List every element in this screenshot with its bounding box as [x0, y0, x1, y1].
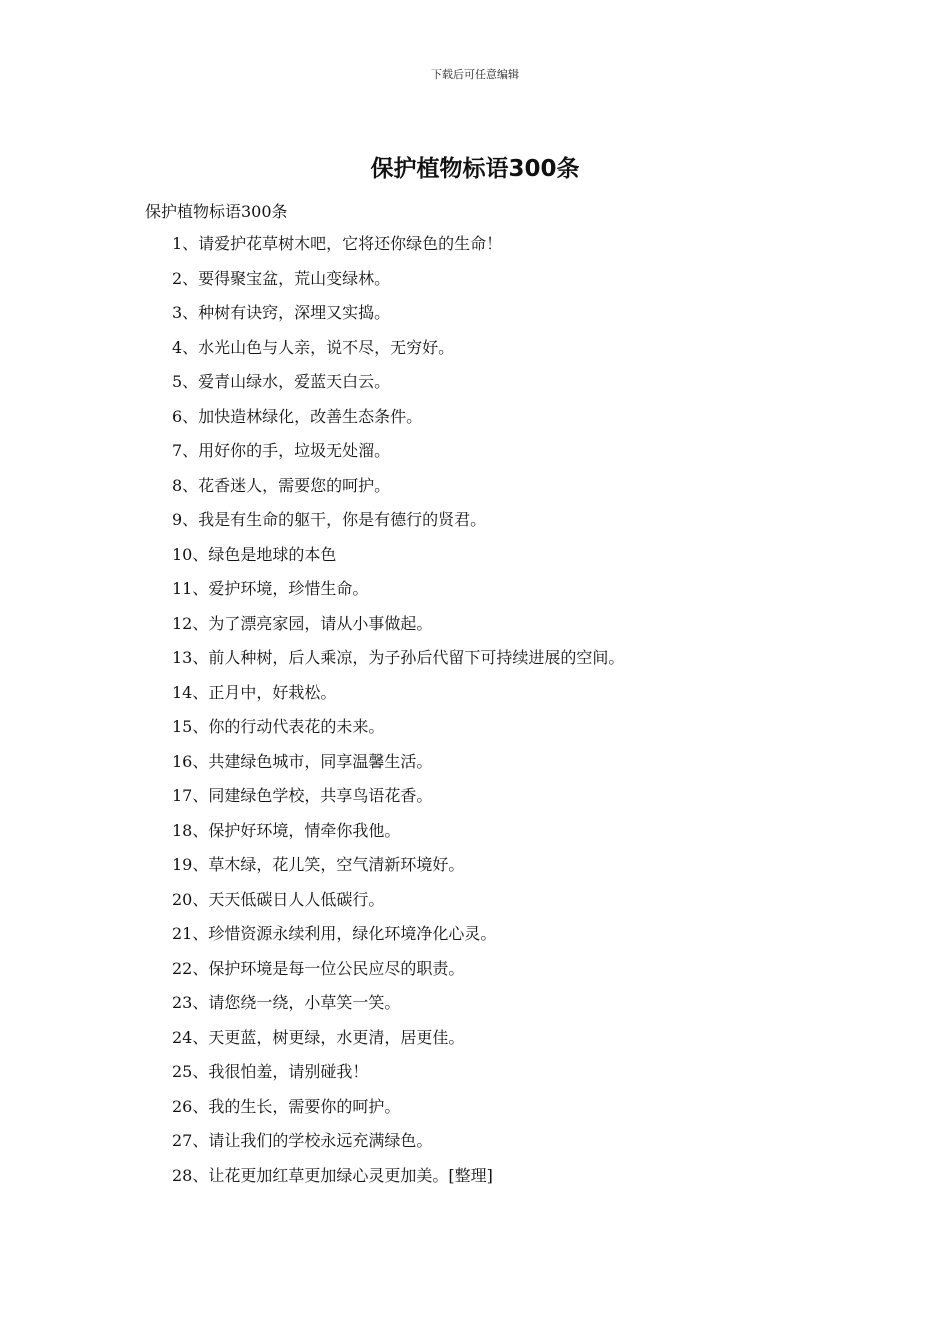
slogan-item: 27、请让我们的学校永远充满绿色。	[172, 1131, 433, 1150]
slogan-item: 2、要得聚宝盆，荒山变绿林。	[172, 268, 391, 288]
slogan-item: 8、花香迷人，需要您的呵护。	[172, 475, 391, 495]
slogan-item: 25、我很怕羞，请别碰我！	[172, 1062, 369, 1081]
slogan-item: 23、请您绕一绕，小草笑一笑。	[172, 993, 401, 1012]
header-note: 下载后可任意编辑	[431, 68, 519, 81]
slogan-item: 21、珍惜资源永续利用，绿化环境净化心灵。	[172, 924, 497, 943]
slogan-item: 13、前人种树，后人乘凉，为子孙后代留下可持续进展的空间。	[172, 648, 625, 667]
slogan-item: 20、天天低碳日人人低碳行。	[172, 889, 385, 909]
slogan-item: 4、水光山色与人亲，说不尽，无穷好。	[172, 337, 455, 357]
slogan-item: 28、让花更加红草更加绿心灵更加美。[整理]	[172, 1165, 493, 1185]
slogan-list	[172, 232, 624, 1198]
slogan-item: 5、爱青山绿水，爱蓝天白云。	[172, 372, 391, 391]
slogan-item: 19、草木绿，花儿笑，空气清新环境好。	[172, 855, 465, 874]
slogan-item: 9、我是有生命的躯干，你是有德行的贤君。	[172, 510, 487, 529]
slogan-item: 12、为了漂亮家园，请从小事做起。	[172, 613, 433, 633]
slogan-item: 18、保护好环境，情牵你我他。	[172, 820, 401, 840]
slogan-item: 6、加快造林绿化，改善生态条件。	[172, 406, 423, 426]
slogan-item: 11、爱护环境，珍惜生命。	[172, 579, 369, 598]
slogan-item: 16、共建绿色城市，同享温馨生活。	[172, 751, 433, 771]
slogan-item: 3、种树有诀窍，深埋又实捣。	[172, 303, 391, 322]
slogan-item: 1、请爱护花草树木吧，它将还你绿色的生命！	[172, 234, 503, 253]
document-title: 保护植物标语300条	[370, 156, 580, 182]
slogan-item: 10、绿色是地球的本色	[172, 544, 337, 564]
slogan-item: 22、保护环境是每一位公民应尽的职责。	[172, 958, 465, 978]
slogan-item: 14、正月中，好栽松。	[172, 682, 337, 702]
document-subtitle: 保护植物标语300条	[145, 202, 288, 221]
slogan-item: 17、同建绿色学校，共享鸟语花香。	[172, 786, 433, 805]
slogan-item: 15、你的行动代表花的未来。	[172, 717, 385, 736]
slogan-item: 26、我的生长，需要你的呵护。	[172, 1096, 401, 1116]
slogan-item: 24、天更蓝，树更绿，水更清，居更佳。	[172, 1027, 465, 1047]
slogan-item: 7、用好你的手，垃圾无处溜。	[172, 441, 391, 460]
